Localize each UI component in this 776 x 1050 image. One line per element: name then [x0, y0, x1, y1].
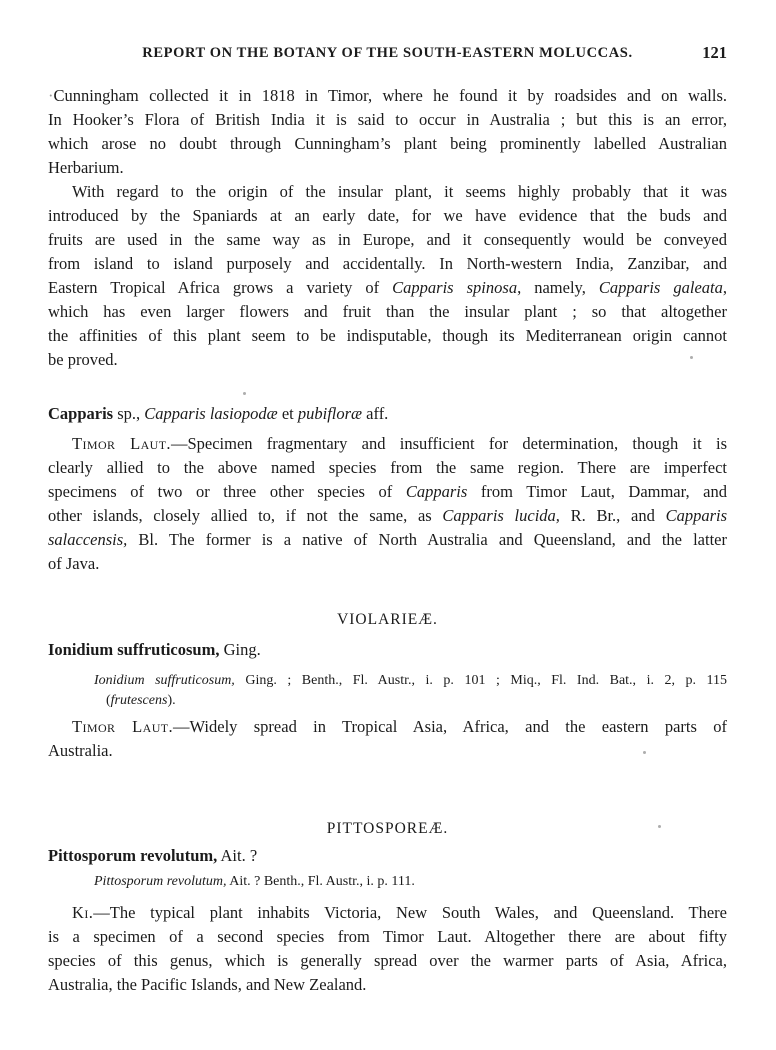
text-line: Australia, the Pacific Islands, and New Zealand. — [48, 975, 367, 994]
scan-artifact-dot — [658, 825, 661, 828]
text-line: With regard to the origin of the insular plant, it seems highly probably that it was — [72, 182, 727, 201]
text-line: introduced by the Spaniards at an early date, for we have evidence that the buds and — [48, 206, 727, 225]
species-heading-capparis: Capparis sp., Capparis lasiopodæ et pubifloræ aff. — [48, 404, 389, 423]
text-line: of Java. — [48, 554, 100, 573]
section-heading-pittosporeae: PITTOSPOREÆ. — [326, 820, 449, 837]
text-line: In Hooker’s Flora of British India it is said to occur in Australia ; but this is an error, — [48, 110, 727, 129]
text-line: Pittosporum revolutum, Ait. ? Benth., Fl. Austr., i. p. 111. — [94, 874, 415, 889]
text-line: is a specimen of a second species from Timor Laut. Altogether there are about fifty — [48, 927, 727, 946]
text-line: which arose no doubt through Cunningham’s plant being prominently labelled Australian — [48, 134, 727, 153]
paragraph-cunningham — [48, 84, 727, 180]
scan-artifact-dot — [643, 751, 646, 754]
text-line: from island to island purposely and accidentally. In North-western India, Zanzibar, and — [48, 254, 727, 273]
citation-pittosporum — [94, 872, 727, 892]
text-line: Australia. — [48, 741, 113, 760]
text-line: Ki.—The typical plant inhabits Victoria, New South Wales, and Queensland. There — [72, 903, 727, 922]
text-line: clearly allied to the above named species from the same region. There are imperfect — [48, 458, 727, 477]
paragraph-ki — [48, 901, 727, 997]
scan-artifact-dot — [690, 356, 693, 359]
text-line: Eastern Tropical Africa grows a variety of Capparis spinosa, namely, Capparis galeata, — [48, 278, 727, 297]
scan-artifact-dot — [243, 392, 246, 395]
paragraph-origin — [48, 180, 727, 372]
page-header — [48, 42, 727, 64]
page-body — [48, 84, 727, 997]
running-title: REPORT ON THE BOTANY OF THE SOUTH-EASTERN MOLUCCAS. — [142, 45, 633, 61]
text-line: which has even larger flowers and fruit than the insular plant ; so that altogether — [48, 302, 727, 321]
citation-ionidium — [94, 671, 727, 711]
text-line: specimens of two or three other species of Capparis from Timor Laut, Dammar, and — [48, 482, 727, 501]
text-line: Timor Laut.—Specimen fragmentary and insufficient for determination, though it is — [72, 434, 727, 453]
page-number: 121 — [702, 43, 727, 62]
text-line: be proved. — [48, 350, 118, 369]
text-line: Timor Laut.—Widely spread in Tropical Asia, Africa, and the eastern parts of — [72, 717, 727, 736]
text-line: (frutescens). — [106, 693, 176, 708]
text-line: the affinities of this plant seem to be indisputable, though its Mediterranean origin cannot — [48, 326, 727, 345]
species-heading-ionidium: Ionidium suffruticosum, Ging. — [48, 640, 261, 659]
text-line: salaccensis, Bl. The former is a native of North Australia and Queensland, and the latter — [48, 530, 727, 549]
text-line: species of this genus, which is generally spread over the warmer parts of Asia, Africa, — [48, 951, 727, 970]
text-line: ·Cunningham collected it in 1818 in Timor, where he found it by roadsides and on walls. — [48, 86, 727, 105]
paragraph-timor-laut-capparis — [48, 432, 727, 576]
text-line: fruits are used in the same way as in Europe, and it consequently would be conveyed — [48, 230, 727, 249]
species-heading-pittosporum: Pittosporum revolutum, Ait. ? — [48, 846, 258, 865]
paragraph-timor-laut-ionidium — [48, 715, 727, 763]
text-line: Ionidium suffruticosum, Ging. ; Benth., Fl. Austr., i. p. 101 ; Miq., Fl. Ind. Bat., i. 2, p. 115 — [94, 673, 728, 688]
text-line: other islands, closely allied to, if not the same, as Capparis lucida, R. Br., and Capparis — [48, 506, 727, 525]
section-heading-violarieae: VIOLARIEÆ. — [337, 611, 438, 628]
text-line: Herbarium. — [48, 158, 124, 177]
